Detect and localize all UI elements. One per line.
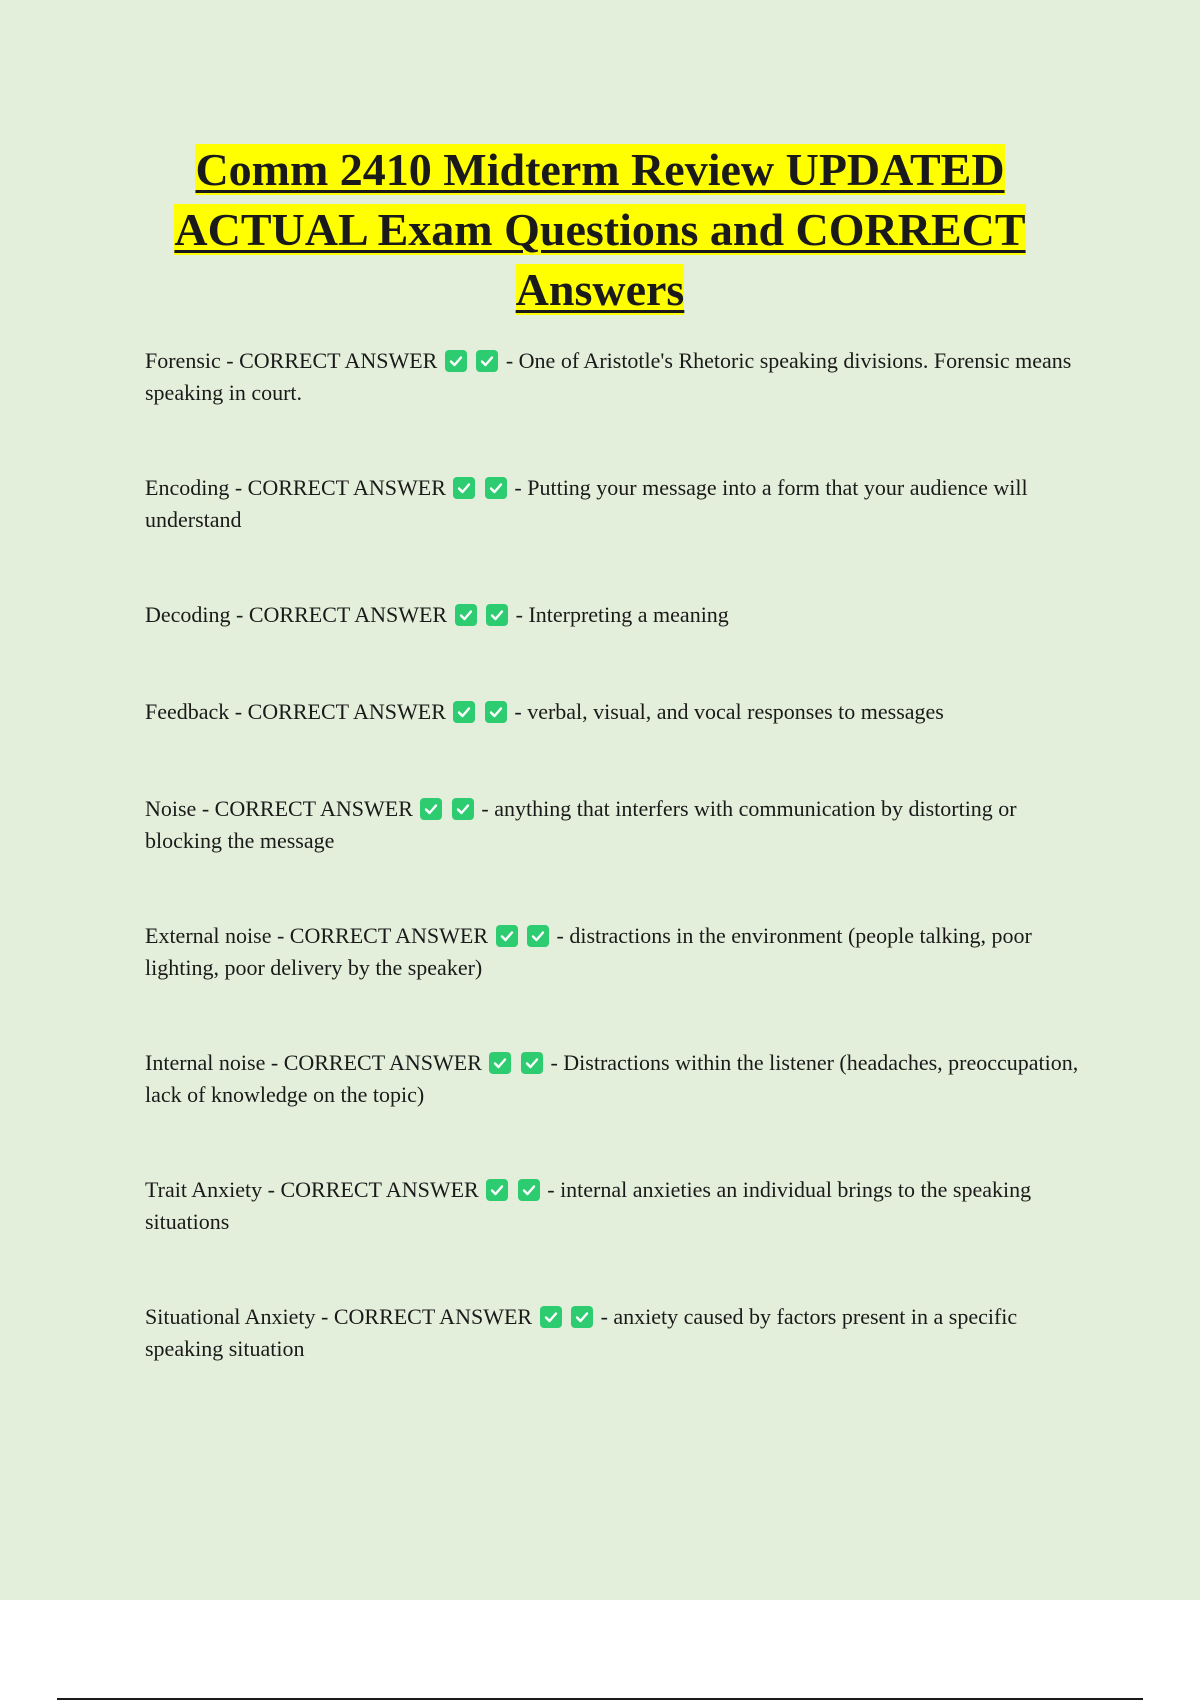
entry-term: External noise [145,923,272,948]
entry-definition: anxiety caused by factors present in a specific speaking situation [145,1304,1018,1361]
qa-entry: Feedback - CORRECT ANSWER - verbal, visual, and vocal responses to messages [145,699,944,724]
entry-term: Encoding [145,475,230,500]
entry-term: Decoding [145,602,231,627]
entry-marker: CORRECT ANSWER [214,796,413,821]
check-box-icon [489,1052,511,1074]
entry-term: Situational Anxiety [145,1304,316,1329]
entry-term: Internal noise [145,1050,266,1075]
check-box-icon [485,701,507,723]
entry-term: Trait Anxiety [145,1177,263,1202]
check-box-icon [496,925,518,947]
qa-entry: Noise - CORRECT ANSWER - anything that interfers with communication by distorting or blocking the message [145,796,1017,853]
entry-marker: CORRECT ANSWER [248,602,448,627]
entry-marker: CORRECT ANSWER [247,699,446,724]
entry-marker: CORRECT ANSWER [289,923,489,948]
check-box-icon [452,798,474,820]
entry-term: Forensic [145,348,221,373]
qa-entry: Internal noise - CORRECT ANSWER - Distractions within the listener (headaches, preoccupation, lack of knowledge on the topic) [145,1050,1079,1107]
check-box-icon [445,350,467,372]
entry-marker: CORRECT ANSWER [283,1050,482,1075]
qa-entry: Decoding - CORRECT ANSWER - Interpreting a meaning [145,602,729,627]
title-text: Comm 2410 Midterm Review UPDATED ACTUAL Exam Questions and CORRECT Answers [174,144,1026,315]
entry-definition: distractions in the environment (people talking, poor lighting, poor delivery by the speaker) [145,923,1032,980]
entry-definition: anything that interfers with communication by distorting or blocking the message [145,796,1017,853]
document-title [100,140,1100,320]
check-box-icon [486,604,508,626]
qa-entry: Situational Anxiety - CORRECT ANSWER - anxiety caused by factors present in a specific speaking situation [145,1304,1018,1361]
check-box-icon [476,350,498,372]
check-box-icon [453,701,475,723]
check-box-icon [540,1306,562,1328]
check-box-icon [521,1052,543,1074]
qa-entry: Encoding - CORRECT ANSWER - Putting your message into a form that your audience will understand [145,475,1028,532]
entry-term: Noise [145,796,197,821]
entry-definition: internal anxieties an individual brings to the speaking situations [145,1177,1032,1234]
check-box-icon [453,477,475,499]
check-box-icon [486,1179,508,1201]
entry-definition: Interpreting a meaning [528,602,729,627]
check-box-icon [485,477,507,499]
entry-definition: One of Aristotle's Rhetoric speaking divisions. Forensic means speaking in court. [145,348,1072,405]
entry-marker: CORRECT ANSWER [280,1177,479,1202]
entry-marker: CORRECT ANSWER [247,475,446,500]
check-box-icon [518,1179,540,1201]
entry-definition: Distractions within the listener (headaches, preoccupation, lack of knowledge on the topic) [145,1050,1079,1107]
check-box-icon [455,604,477,626]
check-box-icon [420,798,442,820]
entry-definition: verbal, visual, and vocal responses to messages [527,699,944,724]
qa-entry: External noise - CORRECT ANSWER - distractions in the environment (people talking, poor lighting, poor delivery by the speaker) [145,923,1032,980]
check-box-icon [571,1306,593,1328]
entry-term: Feedback [145,699,230,724]
entry-marker: CORRECT ANSWER [333,1304,533,1329]
entry-marker: CORRECT ANSWER [239,348,438,373]
entry-definition: Putting your message into a form that your audience will understand [145,475,1028,532]
qa-entry: Forensic - CORRECT ANSWER - One of Aristotle's Rhetoric speaking divisions. Forensic means speaking in court. [145,348,1072,405]
check-box-icon [527,925,549,947]
qa-entry: Trait Anxiety - CORRECT ANSWER - internal anxieties an individual brings to the speaking situations [145,1177,1032,1234]
